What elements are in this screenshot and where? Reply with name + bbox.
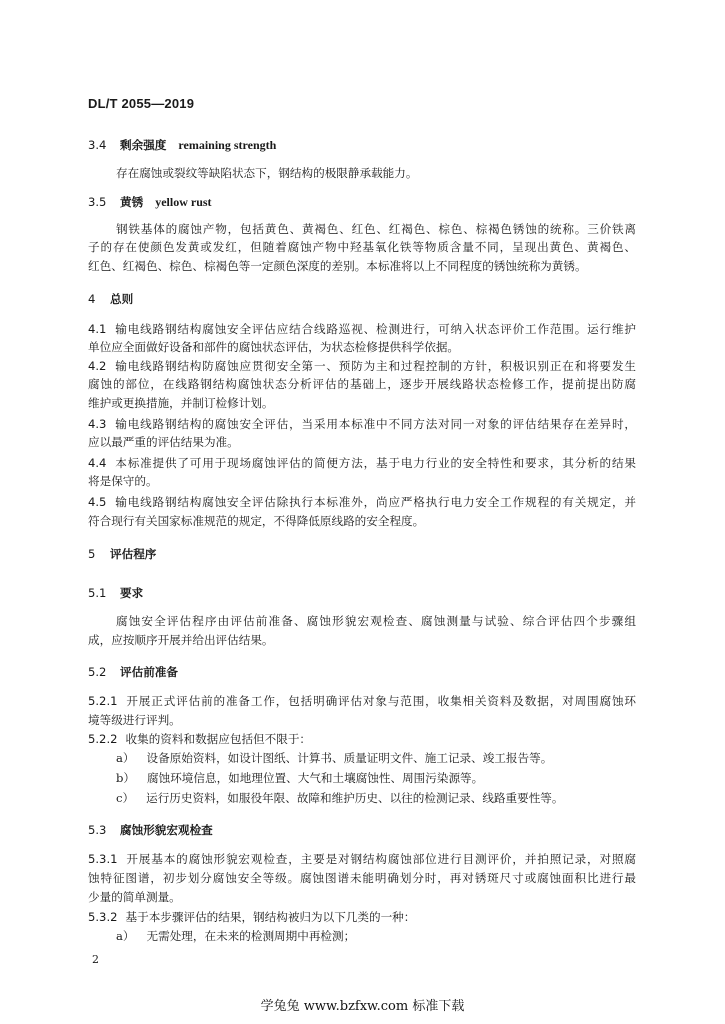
section-title-zh: 腐蚀形貌宏观检查: [120, 823, 213, 837]
section-5-2-2-line-1: [88, 731, 311, 747]
document-code: DL/T 2055—2019: [88, 96, 195, 111]
section-5-2-1-line-2: 境等级进行评判。: [88, 713, 181, 727]
section-4-5-line-2: 符合现行有关国家标准规范的规定，不得降低原线路的安全程度。: [88, 514, 425, 528]
section-5-2-heading: [88, 664, 178, 680]
section-4-4-line-2: 将是保守的。: [88, 474, 158, 488]
section-number: 5.1: [88, 586, 107, 600]
section-4-3-line-2: 应以最严重的评估结果为准。: [88, 435, 239, 449]
list-item: [116, 770, 483, 786]
section-4-3-line-1: [88, 416, 636, 432]
section-5-1-line-1: 腐蚀安全评估程序由评估前准备、腐蚀形貌宏观检查、腐蚀测量与试验、综合评估四个步骤组: [116, 614, 636, 628]
clause-number: 4.4: [88, 456, 107, 470]
clause-text: 开展基本的腐蚀形貌宏观检查，主要是对钢结构腐蚀部位进行目测评价，并拍照记录，对照腐: [125, 852, 636, 866]
clause-number: 5.3.2: [88, 910, 118, 924]
clause-number: 4.5: [88, 495, 107, 509]
clause-text: 输电线路钢结构腐蚀安全评估除执行本标准外，尚应严格执行电力安全工作规程的有关规定，并: [114, 495, 636, 509]
list-item: [116, 790, 563, 806]
clause-number: 5.3.1: [88, 852, 118, 866]
section-3-5-line-2: 子的存在使颜色发黄或发红，但随着腐蚀产物中羟基氧化铁等物质含量不同，呈现出黄色、黄褐色、: [88, 240, 636, 254]
section-number: 4: [88, 292, 96, 306]
section-number: 5: [88, 547, 96, 561]
section-number: 3.5: [88, 195, 107, 209]
section-4-2-line-1: [88, 358, 636, 374]
section-title-zh: 黄锈: [120, 195, 144, 209]
section-title-en: yellow rust: [155, 195, 212, 209]
section-5-3-1-line-1: [88, 851, 636, 867]
clause-text: 输电线路钢结构防腐蚀应贯彻安全第一、预防为主和过程控制的方针，积极识别正在和将要发生: [114, 359, 636, 373]
clause-text: 收集的资料和数据应包括但不限于：: [125, 732, 312, 746]
clause-number: 5.2.2: [88, 732, 118, 746]
section-4-1-line-2: 单位应全面做好设备和部件的腐蚀状态评估，为状态检修提供科学依据。: [88, 340, 460, 354]
clause-text: 输电线路钢结构腐蚀安全评估应结合线路巡视、检测进行，可纳入状态评价工作范围。运行维护: [114, 322, 636, 336]
section-3-4-text: 存在腐蚀或裂纹等缺陷状态下，钢结构的极限静承载能力。: [116, 166, 418, 180]
section-number: 5.2: [88, 665, 107, 679]
section-5-3-1-line-2: 蚀特征图谱，初步划分腐蚀安全等级。腐蚀图谱未能明确划分时，再对锈斑尺寸或腐蚀面积比进行最: [88, 871, 636, 885]
list-item-text: 运行历史资料，如服役年限、故障和维护历史、以往的检测记录、线路重要性等。: [146, 791, 564, 805]
section-3-5-line-1: 钢铁基体的腐蚀产物，包括黄色、黄褐色、红色、红褐色、棕色、棕褐色锈蚀的统称。三价铁离: [116, 222, 636, 236]
section-title-zh: 要求: [120, 586, 144, 600]
clause-text: 基于本步骤评估的结果，钢结构被归为以下几类的一种：: [125, 910, 416, 924]
section-5-1-line-2: 成，应按顺序开展并给出评估结果。: [88, 633, 274, 647]
clause-number: 5.2.1: [88, 694, 118, 708]
section-number: 3.4: [88, 138, 107, 152]
list-item-label: a）: [116, 929, 135, 943]
section-4-heading: [88, 291, 133, 307]
section-title-zh: 总则: [110, 292, 134, 306]
section-title-zh: 剩余强度: [120, 138, 167, 152]
list-item-text: 腐蚀环境信息，如地理位置、大气和土壤腐蚀性、周围污染源等。: [147, 771, 484, 785]
clause-number: 4.2: [88, 359, 107, 373]
clause-text: 开展正式评估前的准备工作，包括明确评估对象与范围，收集相关资料及数据，对周围腐蚀环: [125, 694, 636, 708]
section-5-3-2-line-1: [88, 909, 415, 925]
footer-watermark: 学兔兔 www.bzfxw.com 标准下载: [260, 999, 465, 1014]
section-title-zh: 评估程序: [110, 547, 157, 561]
section-5-3-1-line-3: 少量的简单测量。: [88, 890, 181, 904]
section-4-4-line-1: [88, 455, 636, 471]
section-title-en: remaining strength: [178, 138, 277, 152]
section-5-heading: [88, 546, 156, 562]
section-5-1-heading: [88, 585, 143, 601]
page-number: 2: [92, 953, 99, 966]
section-4-5-line-1: [88, 494, 636, 510]
clause-number: 4.1: [88, 322, 107, 336]
list-item-label: c）: [116, 791, 135, 805]
list-item: [116, 750, 552, 766]
clause-text: 本标准提供了可用于现场腐蚀评估的简便方法，基于电力行业的安全特性和要求，其分析的结果: [114, 456, 636, 470]
section-4-1-line-1: [88, 321, 636, 337]
section-title-zh: 评估前准备: [120, 665, 178, 679]
list-item: [116, 928, 355, 944]
section-4-2-line-3: 维护或更换措施，并制订检修计划。: [88, 396, 274, 410]
section-5-2-1-line-1: [88, 693, 636, 709]
section-5-3-heading: [88, 822, 213, 838]
list-item-label: a）: [116, 751, 135, 765]
list-item-text: 无需处理，在未来的检测周期中再检测；: [146, 929, 356, 943]
section-3-5-line-3: 红色、红褐色、棕色、棕褐色等一定颜色深度的差别。本标准将以上不同程度的锈蚀统称为黄锈。: [88, 259, 587, 273]
section-4-2-line-2: 腐蚀的部位，在线路钢结构腐蚀状态分析评估的基础上，逐步开展线路状态检修工作，提前提出防腐: [88, 377, 636, 391]
section-3-5-heading: [88, 194, 212, 210]
list-item-text: 设备原始资料，如设计图纸、计算书、质量证明文件、施工记录、竣工报告等。: [146, 751, 553, 765]
list-item-label: b）: [116, 771, 136, 785]
clause-number: 4.3: [88, 417, 107, 431]
section-3-4-heading: [88, 137, 276, 153]
clause-text: 输电线路钢结构的腐蚀安全评估，当采用本标准中不同方法对同一对象的评估结果存在差异时，: [114, 417, 636, 431]
section-number: 5.3: [88, 823, 107, 837]
